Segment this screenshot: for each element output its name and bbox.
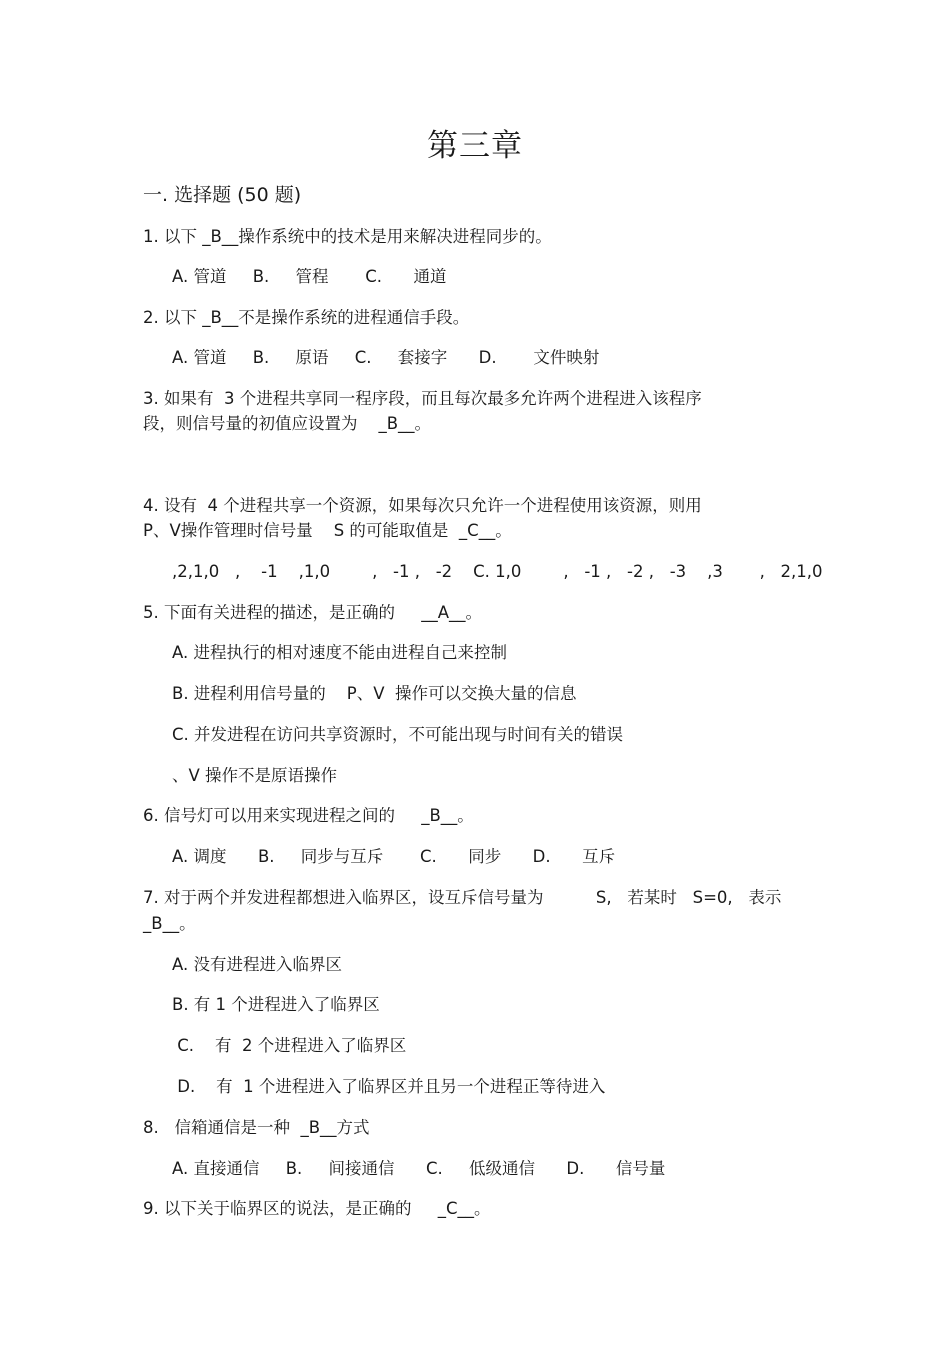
question-3-line-1: 3. 如果有 3 个进程共享同一程序段，而且每次最多允许两个进程进入该程序 — [143, 389, 702, 408]
question-4-line-2: P、V操作管理时信号量 S 的可能取值是 _C__。 — [143, 521, 512, 540]
section-heading: 一. 选择题 (50 题) — [143, 184, 302, 206]
question-5-option-c: C. 并发进程在访问共享资源时，不可能出现与时间有关的错误 — [172, 725, 624, 744]
question-1: 1. 以下 _B__操作系统中的技术是用来解决进程同步的。 — [143, 227, 552, 246]
question-5-option-d: 、V 操作不是原语操作 — [172, 766, 338, 785]
question-4-line-1: 4. 设有 4 个进程共享一个资源，如果每次只允许一个进程使用该资源，则用 — [143, 496, 702, 515]
question-7-line-2: _B__。 — [143, 914, 196, 933]
question-7-option-c: C. 有 2 个进程进入了临界区 — [172, 1036, 407, 1055]
chapter-title: 第三章 — [427, 128, 523, 164]
question-1-options: A. 管道 B. 管程 C. 通道 — [172, 267, 447, 286]
question-6-options: A. 调度 B. 同步与互斥 C. 同步 D. 互斥 — [172, 847, 616, 866]
question-7-line-1: 7. 对于两个并发进程都想进入临界区，设互斥信号量为 S, 若某时 S=0, 表示 — [143, 888, 782, 907]
question-2: 2. 以下 _B__不是操作系统的进程通信手段。 — [143, 308, 470, 327]
question-8-options: A. 直接通信 B. 间接通信 C. 低级通信 D. 信号量 — [172, 1159, 666, 1178]
question-2-options: A. 管道 B. 原语 C. 套接字 D. 文件映射 — [172, 348, 600, 367]
question-7-option-a: A. 没有进程进入临界区 — [172, 955, 342, 974]
question-5-option-a: A. 进程执行的相对速度不能由进程自己来控制 — [172, 643, 507, 662]
question-9: 9. 以下关于临界区的说法，是正确的 _C__。 — [143, 1199, 491, 1218]
question-5-option-b: B. 进程利用信号量的 P、V 操作可以交换大量的信息 — [172, 684, 577, 703]
question-6: 6. 信号灯可以用来实现进程之间的 _B__。 — [143, 806, 474, 825]
question-7-option-b: B. 有 1 个进程进入了临界区 — [172, 995, 380, 1014]
question-5: 5. 下面有关进程的描述，是正确的 __A__。 — [143, 603, 482, 622]
question-4-options: ,2,1,0 , -1 ,1,0 , -1 , -2 C. 1,0 , -1 , -2 , -3 ,3 , 2,1,0 — [172, 562, 823, 581]
question-8: 8. 信箱通信是一种 _B__方式 — [143, 1118, 370, 1137]
question-3-line-2: 段，则信号量的初值应设置为 _B__。 — [143, 414, 432, 433]
question-7-option-d: D. 有 1 个进程进入了临界区并且另一个进程正等待进入 — [172, 1077, 606, 1096]
